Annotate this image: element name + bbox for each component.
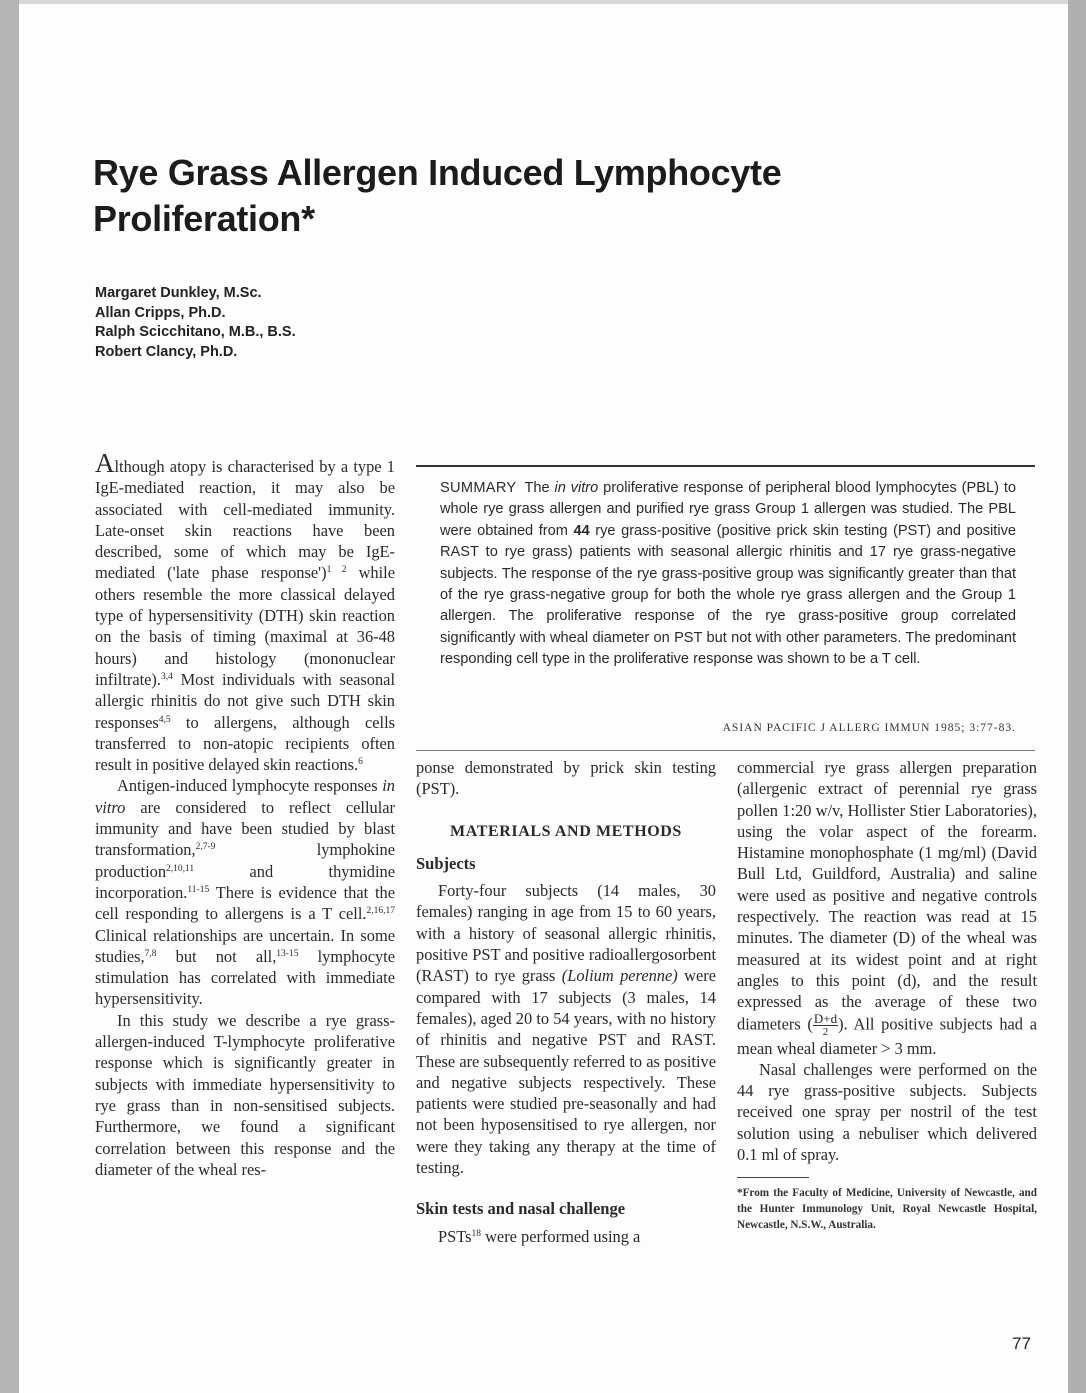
author: Robert Clancy, Ph.D. xyxy=(95,343,238,360)
reference-marker: 13-15 xyxy=(276,948,299,959)
title-line-2: Proliferation* xyxy=(93,198,315,239)
summary-label: SUMMARY xyxy=(440,480,517,496)
footnote-rule xyxy=(737,1177,809,1178)
intro-paragraph-2: Antigen-induced lymphocyte responses in vitro are considered to reflect cellular immunity and have been studied by blast transformation,$^{2,7-9}$ lymphokine production$^{2,10,11}$ and thymidine incorporation.$^{11-15}$ There is evidence that the cell responding to allergens is a T cell.$^{2,16,17}$ Clinical relationships are uncertain. In some studies,$^{7,8}$ but not all,$^{13-15}$ lymphocyte stimulation has correlated with immediate hypersensitivity. xyxy=(95,776,395,1009)
author-list xyxy=(95,284,296,362)
reference-marker: 2,10,11 xyxy=(166,863,195,874)
paragraph: Forty-four subjects (14 males, 30 females) ranging in age from 15 to 60 years, with a history of seasonal allergic rhinitis, positive PST and positive radioallergosorbent (RAST) to rye grass (Lolium perenne) were compared with 17 subjects (3 males, 14 females), aged 20 to 54 years, with no history of rhinitis and negative PST and RAST. These are subsequently referred to as positive and negative subjects respectively. These patients were studied pre-seasonally and had not been hyposensitised to rye allergen, nor were they taking any therapy at the time of testing. xyxy=(416,881,716,1178)
scan-left-edge xyxy=(0,0,19,1393)
subsection-heading: Subjects xyxy=(416,853,476,873)
journal-citation: ASIAN PACIFIC J ALLERG IMMUN 1985; 3:77-83. xyxy=(722,722,1016,734)
intro-paragraph-3: In this study we describe a rye grass-allergen-induced T-lymphocyte proliferative response which is significantly greater in subjects with immediate hypersensitivity to rye grass than in non-sensitised subjects. Furthermore, we found a significant correlation between this response and the diameter of the wheal res- xyxy=(95,1010,395,1179)
paragraph: Nasal challenges were performed on the 44 rye grass-positive subjects. Subjects received one spray per nostril of the test solution using a nebuliser which delivered 0.1 ml of spray. xyxy=(737,1059,1037,1165)
article-title xyxy=(93,150,973,242)
section-heading: MATERIALS AND METHODS xyxy=(450,822,682,840)
paragraph: commercial rye grass allergen preparation (allergenic extract of perennial rye grass pollen 1:20 w/v, Hollister Stier Laboratories), using the volar aspect of the forearm. Histamine monophosphate (1 mg/ml) (David Bull Ltd, Guildford, Australia) and saline were used as positive and negative controls respectively. The reaction was read at 15 minutes. The diameter (D) of the wheal was measured at its widest point and at right angles to this point (d), and the result expressed as the average of these two diameters ( $\frac{D+d}{2}$ ). All positive subjects had a mean wheal diameter > 3 mm. xyxy=(737,758,1037,1058)
reference-marker: 2,16,17 xyxy=(366,906,395,917)
author: Allan Cripps, Ph.D. xyxy=(95,304,226,321)
drop-cap: A xyxy=(95,448,115,478)
formula-fraction: $\frac{D+d}{2}$ xyxy=(813,1010,838,1038)
page-number: 77 xyxy=(1012,1334,1031,1353)
scan-top-edge xyxy=(19,0,1068,4)
reference-marker: 18 xyxy=(471,1228,481,1239)
reference-marker: 6 xyxy=(358,757,363,768)
reference-marker: 7,8 xyxy=(144,948,157,959)
scan-right-edge xyxy=(1068,0,1086,1393)
reference-marker: 2,7-9 xyxy=(195,842,216,853)
summary-top-rule xyxy=(416,465,1035,467)
subsection-heading: Skin tests and nasal challenge xyxy=(416,1199,626,1219)
affiliation-footnote: *From the Faculty of Medicine, University of Newcastle, and the Hunter Immunology Unit, Royal Newcastle Hospital, Newcastle, N.S.W., Australia. xyxy=(737,1187,1037,1232)
reference-marker: 1 2 xyxy=(326,565,347,576)
author: Margaret Dunkley, M.Sc. xyxy=(95,285,262,301)
paragraph: PSTs$^{18}$ were performed using a xyxy=(438,1226,641,1246)
methods-column-1 xyxy=(416,757,716,1247)
summary-bottom-rule xyxy=(416,750,1035,751)
paragraph: ponse demonstrated by prick skin testing (PST). xyxy=(416,758,716,799)
methods-column-2 xyxy=(737,757,1037,1233)
reference-marker: 4,5 xyxy=(158,714,171,725)
title-line-1: Rye Grass Allergen Induced Lymphocyte xyxy=(93,152,782,193)
author: Ralph Scicchitano, M.B., B.S. xyxy=(95,324,296,340)
intro-paragraph-1: Although atopy is characterised by a type 1 IgE-mediated reaction, it may also be associated with cell-mediated immunity. Late-onset skin reactions have been described, some of which may be IgE-mediated ('late phase response')$^{1 2}$ while others resemble the more classical delayed type of hypersensitivity (DTH) skin reaction on the basis of timing (maximal at 36-48 hours) and histology (mononuclear infiltrate).$^{3,4}$ Most individuals with seasonal allergic rhinitis do not give such DTH skin responses$^{4,5}$ to allergens, although cells transferred to non-atopic recipients often result in positive delayed skin reactions.$^6$ xyxy=(95,448,395,775)
reference-marker: 11-15 xyxy=(187,884,210,895)
summary-abstract: SUMMARY The in vitro proliferative response of peripheral blood lymphocytes (PBL) to whole rye grass allergen and purified rye grass Group 1 allergen was studied. The PBL were obtained from 44 rye grass-positive (positive prick skin testing (PST) and positive RAST to rye grass) patients with seasonal allergic rhinitis and 17 rye grass-negative subjects. The response of the rye grass-positive group was significantly greater than that of the rye grass-negative group for both the whole rye grass allergen and the Group 1 allergen. The proliferative response of the rye grass-positive group correlated significantly with wheal diameter on PST but not with other parameters. The predominant responding cell type in the proliferative response was shown to be a T cell. xyxy=(440,480,1016,668)
reference-marker: 3,4 xyxy=(161,671,173,682)
intro-column xyxy=(95,448,395,1180)
